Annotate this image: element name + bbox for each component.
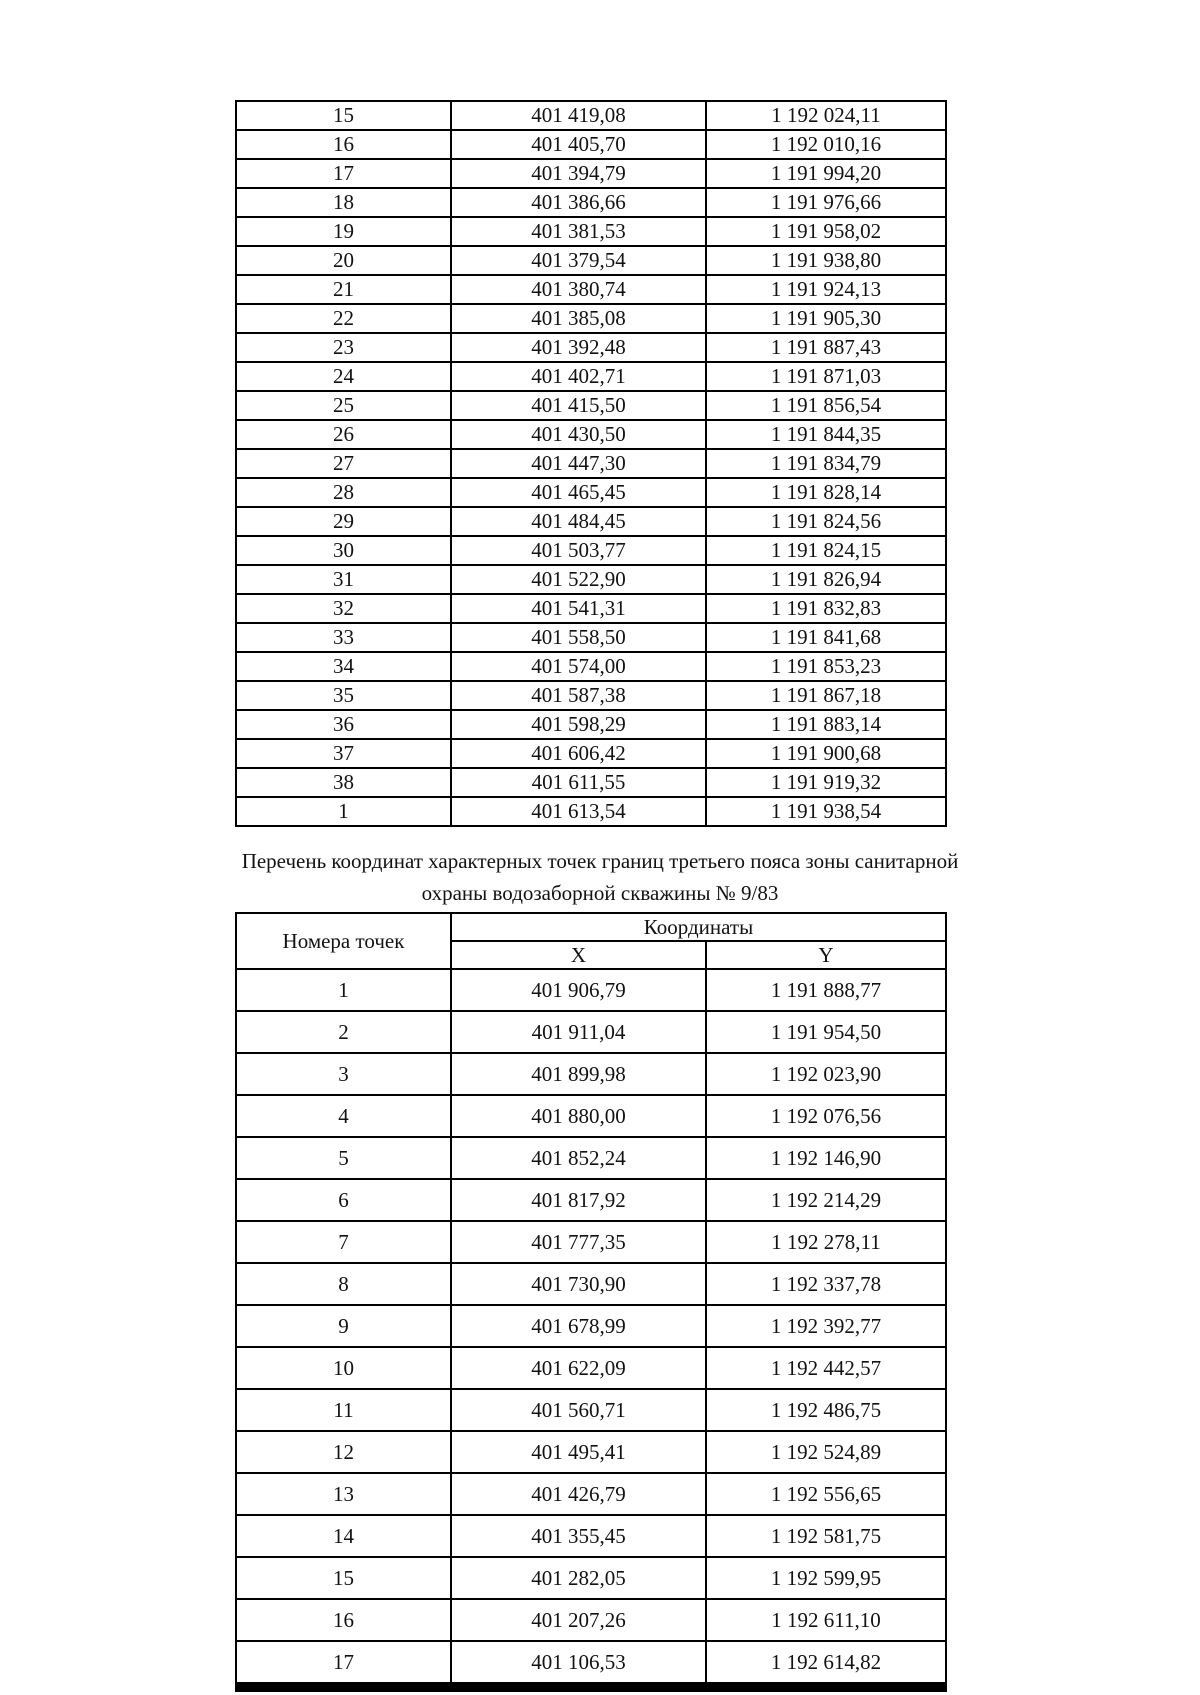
cell-x-coordinate: 401 394,79 (451, 159, 706, 188)
cell-point-number: 37 (236, 739, 451, 768)
cell-point-number: 25 (236, 391, 451, 420)
table-row (236, 1305, 946, 1347)
cell-x-coordinate: 401 880,00 (451, 1095, 706, 1137)
table-row (236, 449, 946, 478)
table-row (236, 478, 946, 507)
table-row (236, 768, 946, 797)
cell-x-coordinate: 401 911,04 (451, 1011, 706, 1053)
cell-y-coordinate: 1 192 023,90 (706, 1053, 946, 1095)
cell-x-coordinate: 401 405,70 (451, 130, 706, 159)
cell-x-coordinate: 401 899,98 (451, 1053, 706, 1095)
cell-point-number: 15 (236, 1557, 451, 1599)
cell-point-number: 33 (236, 623, 451, 652)
cell-x-coordinate: 401 817,92 (451, 1179, 706, 1221)
cell-y-coordinate: 1 191 976,66 (706, 188, 946, 217)
cell-y-coordinate: 1 191 867,18 (706, 681, 946, 710)
table-row (236, 507, 946, 536)
coordinates-table-third-belt-body (236, 969, 946, 1683)
cell-point-number: 16 (236, 130, 451, 159)
table-row (236, 333, 946, 362)
cell-point-number: 38 (236, 768, 451, 797)
cell-point-number: 18 (236, 188, 451, 217)
cell-x-coordinate: 401 852,24 (451, 1137, 706, 1179)
table-row (236, 101, 946, 130)
cell-point-number: 1 (236, 969, 451, 1011)
cell-point-number: 34 (236, 652, 451, 681)
table-row (236, 1599, 946, 1641)
cell-x-coordinate: 401 611,55 (451, 768, 706, 797)
cell-y-coordinate: 1 192 392,77 (706, 1305, 946, 1347)
cell-x-coordinate: 401 106,53 (451, 1641, 706, 1683)
table-row (236, 130, 946, 159)
cell-y-coordinate: 1 191 883,14 (706, 710, 946, 739)
cell-x-coordinate: 401 355,45 (451, 1515, 706, 1557)
cell-x-coordinate: 401 415,50 (451, 391, 706, 420)
cell-point-number: 19 (236, 217, 451, 246)
header-coordinates: Координаты (451, 913, 946, 941)
cell-x-coordinate: 401 380,74 (451, 275, 706, 304)
table-row (236, 594, 946, 623)
cell-point-number: 22 (236, 304, 451, 333)
cell-point-number: 3 (236, 1053, 451, 1095)
cell-point-number: 8 (236, 1263, 451, 1305)
table-row (236, 1641, 946, 1683)
cell-y-coordinate: 1 191 994,20 (706, 159, 946, 188)
cell-y-coordinate: 1 191 871,03 (706, 362, 946, 391)
table-row (236, 565, 946, 594)
section-title (0, 845, 1200, 909)
cell-y-coordinate: 1 192 278,11 (706, 1221, 946, 1263)
header-y: Y (706, 941, 946, 969)
cell-y-coordinate: 1 191 844,35 (706, 420, 946, 449)
cell-point-number: 21 (236, 275, 451, 304)
cell-x-coordinate: 401 560,71 (451, 1389, 706, 1431)
cell-y-coordinate: 1 192 614,82 (706, 1641, 946, 1683)
cell-y-coordinate: 1 191 919,32 (706, 768, 946, 797)
cell-point-number: 17 (236, 1641, 451, 1683)
table-row (236, 217, 946, 246)
cell-x-coordinate: 401 392,48 (451, 333, 706, 362)
cell-point-number: 2 (236, 1011, 451, 1053)
cell-y-coordinate: 1 192 337,78 (706, 1263, 946, 1305)
cell-x-coordinate: 401 386,66 (451, 188, 706, 217)
cell-y-coordinate: 1 191 841,68 (706, 623, 946, 652)
cell-x-coordinate: 401 587,38 (451, 681, 706, 710)
header-x: X (451, 941, 706, 969)
cell-point-number: 7 (236, 1221, 451, 1263)
cell-x-coordinate: 401 381,53 (451, 217, 706, 246)
cell-point-number: 6 (236, 1179, 451, 1221)
table-row (236, 1557, 946, 1599)
table-row (236, 159, 946, 188)
coordinates-table-header (236, 913, 946, 969)
table-row (236, 1095, 946, 1137)
cell-y-coordinate: 1 192 076,56 (706, 1095, 946, 1137)
cell-x-coordinate: 401 598,29 (451, 710, 706, 739)
table-row (236, 1347, 946, 1389)
cell-y-coordinate: 1 191 826,94 (706, 565, 946, 594)
cell-y-coordinate: 1 192 556,65 (706, 1473, 946, 1515)
cell-x-coordinate: 401 402,71 (451, 362, 706, 391)
cell-x-coordinate: 401 379,54 (451, 246, 706, 275)
cell-point-number: 10 (236, 1347, 451, 1389)
cell-x-coordinate: 401 419,08 (451, 101, 706, 130)
table-row (236, 275, 946, 304)
cell-x-coordinate: 401 622,09 (451, 1347, 706, 1389)
cell-y-coordinate: 1 191 856,54 (706, 391, 946, 420)
coordinates-table-third-belt (235, 912, 947, 1684)
cell-point-number: 26 (236, 420, 451, 449)
cell-point-number: 29 (236, 507, 451, 536)
cell-x-coordinate: 401 207,26 (451, 1599, 706, 1641)
table-row (236, 1515, 946, 1557)
cell-point-number: 30 (236, 536, 451, 565)
cell-y-coordinate: 1 191 853,23 (706, 652, 946, 681)
table-row (236, 391, 946, 420)
cell-point-number: 4 (236, 1095, 451, 1137)
cell-y-coordinate: 1 191 924,13 (706, 275, 946, 304)
table-row (236, 797, 946, 826)
section-title-line-2: охраны водозаборной скважины № 9/83 (421, 881, 779, 905)
cell-x-coordinate: 401 730,90 (451, 1263, 706, 1305)
cell-point-number: 17 (236, 159, 451, 188)
table-row (236, 1137, 946, 1179)
table-row (236, 1011, 946, 1053)
cell-point-number: 35 (236, 681, 451, 710)
cell-x-coordinate: 401 484,45 (451, 507, 706, 536)
cell-x-coordinate: 401 906,79 (451, 969, 706, 1011)
table-row (236, 1431, 946, 1473)
table-row (236, 304, 946, 333)
cell-point-number: 11 (236, 1389, 451, 1431)
table-row (236, 1179, 946, 1221)
cell-x-coordinate: 401 465,45 (451, 478, 706, 507)
section-title-line-1: Перечень координат характерных точек границ третьего пояса зоны санитарной (241, 849, 959, 873)
cell-y-coordinate: 1 191 824,56 (706, 507, 946, 536)
table-row (236, 1221, 946, 1263)
page-bottom-cut-row-border (235, 1684, 947, 1692)
cell-y-coordinate: 1 192 486,75 (706, 1389, 946, 1431)
table-row (236, 536, 946, 565)
cell-point-number: 23 (236, 333, 451, 362)
cell-y-coordinate: 1 191 905,30 (706, 304, 946, 333)
cell-y-coordinate: 1 191 954,50 (706, 1011, 946, 1053)
coordinates-table-continued-body (236, 101, 946, 826)
cell-y-coordinate: 1 191 834,79 (706, 449, 946, 478)
table-row (236, 1263, 946, 1305)
table-row (236, 1053, 946, 1095)
table-row (236, 362, 946, 391)
cell-y-coordinate: 1 192 611,10 (706, 1599, 946, 1641)
cell-y-coordinate: 1 191 887,43 (706, 333, 946, 362)
cell-point-number: 12 (236, 1431, 451, 1473)
cell-x-coordinate: 401 385,08 (451, 304, 706, 333)
cell-x-coordinate: 401 613,54 (451, 797, 706, 826)
cell-x-coordinate: 401 426,79 (451, 1473, 706, 1515)
cell-point-number: 16 (236, 1599, 451, 1641)
cell-point-number: 15 (236, 101, 451, 130)
cell-x-coordinate: 401 777,35 (451, 1221, 706, 1263)
cell-x-coordinate: 401 430,50 (451, 420, 706, 449)
cell-x-coordinate: 401 558,50 (451, 623, 706, 652)
table-row (236, 420, 946, 449)
table-row (236, 710, 946, 739)
cell-y-coordinate: 1 192 599,95 (706, 1557, 946, 1599)
table-row (236, 681, 946, 710)
cell-x-coordinate: 401 495,41 (451, 1431, 706, 1473)
cell-x-coordinate: 401 541,31 (451, 594, 706, 623)
cell-point-number: 31 (236, 565, 451, 594)
table-header-row (236, 913, 946, 941)
table-row (236, 188, 946, 217)
cell-point-number: 1 (236, 797, 451, 826)
cell-y-coordinate: 1 192 214,29 (706, 1179, 946, 1221)
cell-point-number: 28 (236, 478, 451, 507)
table-row (236, 1473, 946, 1515)
cell-point-number: 24 (236, 362, 451, 391)
cell-x-coordinate: 401 447,30 (451, 449, 706, 478)
cell-y-coordinate: 1 191 958,02 (706, 217, 946, 246)
cell-y-coordinate: 1 191 938,54 (706, 797, 946, 826)
cell-point-number: 27 (236, 449, 451, 478)
cell-x-coordinate: 401 574,00 (451, 652, 706, 681)
cell-y-coordinate: 1 191 888,77 (706, 969, 946, 1011)
cell-y-coordinate: 1 191 832,83 (706, 594, 946, 623)
table-row (236, 739, 946, 768)
cell-point-number: 14 (236, 1515, 451, 1557)
cell-y-coordinate: 1 191 900,68 (706, 739, 946, 768)
cell-y-coordinate: 1 192 581,75 (706, 1515, 946, 1557)
table-row (236, 969, 946, 1011)
cell-y-coordinate: 1 191 828,14 (706, 478, 946, 507)
coordinates-table-continued (235, 100, 947, 827)
table-row (236, 1389, 946, 1431)
cell-point-number: 5 (236, 1137, 451, 1179)
cell-y-coordinate: 1 191 938,80 (706, 246, 946, 275)
cell-point-number: 13 (236, 1473, 451, 1515)
table-row (236, 652, 946, 681)
cell-point-number: 36 (236, 710, 451, 739)
cell-y-coordinate: 1 192 010,16 (706, 130, 946, 159)
cell-y-coordinate: 1 192 146,90 (706, 1137, 946, 1179)
cell-point-number: 32 (236, 594, 451, 623)
cell-x-coordinate: 401 282,05 (451, 1557, 706, 1599)
cell-y-coordinate: 1 191 824,15 (706, 536, 946, 565)
cell-x-coordinate: 401 678,99 (451, 1305, 706, 1347)
cell-point-number: 20 (236, 246, 451, 275)
table-row (236, 246, 946, 275)
cell-point-number: 9 (236, 1305, 451, 1347)
cell-y-coordinate: 1 192 024,11 (706, 101, 946, 130)
cell-y-coordinate: 1 192 442,57 (706, 1347, 946, 1389)
header-point-numbers: Номера точек (236, 913, 451, 969)
cell-y-coordinate: 1 192 524,89 (706, 1431, 946, 1473)
cell-x-coordinate: 401 606,42 (451, 739, 706, 768)
cell-x-coordinate: 401 503,77 (451, 536, 706, 565)
cell-x-coordinate: 401 522,90 (451, 565, 706, 594)
table-row (236, 623, 946, 652)
